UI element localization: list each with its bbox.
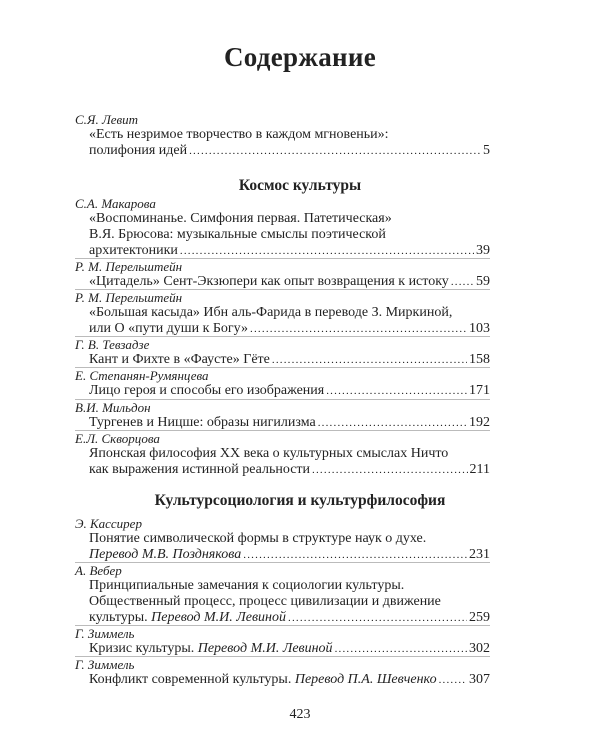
page-number: 423 (289, 707, 311, 722)
entry-title-line: Понятие символической формы в структуре наук о духе. (89, 531, 427, 546)
entry-author: С.А. Макарова (75, 196, 156, 211)
entry-title-line: «Большая касыда» Ибн аль-Фарида в переводе З. Миркиной, (89, 305, 453, 320)
section-heading: Космос культуры (238, 177, 362, 194)
toc-entry (75, 400, 490, 431)
dot-leader (243, 547, 467, 563)
entry-title-line: культуры. Перевод М.И. Левиной ..... 259 (75, 610, 490, 626)
dot-leader (326, 383, 467, 399)
toc-entry (75, 290, 490, 337)
dot-leader (250, 321, 467, 337)
entry-title-line: или О «пути души к Богу» ..... 103 (75, 321, 490, 337)
dot-leader (312, 462, 468, 478)
entry-translator: Перевод М.В. Позднякова (89, 547, 242, 562)
toc-entry (75, 626, 490, 657)
entry-title-line: полифония идей ..... 5 (75, 143, 490, 159)
entry-page: 39 (476, 243, 490, 258)
entry-author: А. Вебер (75, 563, 122, 578)
page-title: Содержание (223, 42, 377, 72)
entry-title-line: архитектоники ..... 39 (75, 243, 490, 259)
entry-title-line: как выражения истинной реальности ..... 211 (75, 462, 490, 478)
entry-author: Е. Степанян-Румянцева (75, 368, 209, 383)
entry-page: 231 (469, 547, 490, 562)
dot-leader (335, 641, 467, 657)
entry-page: 158 (469, 352, 490, 367)
entry-title-line: «Цитадель» Сент-Экзюпери как опыт возвращения к истоку ..... 59 (75, 274, 490, 290)
entry-translator: Перевод М.И. Левиной (151, 610, 286, 625)
toc-entry (75, 259, 490, 290)
dot-leader (451, 274, 474, 290)
entry-title-line: Принципиальные замечания к социологии культуры. (89, 578, 405, 593)
section-heading: Культурсоциология и культурфилософия (154, 492, 446, 509)
toc-entry (75, 563, 490, 626)
toc-entry (75, 516, 490, 563)
entry-title-line: «Воспоминанье. Симфония первая. Патетическая» (89, 211, 392, 226)
entry-author: Г. Зиммель (75, 626, 135, 641)
toc-entry (75, 431, 490, 478)
entry-page: 5 (483, 143, 490, 158)
dot-leader (180, 243, 474, 259)
entry-page: 307 (469, 672, 490, 687)
entry-title-line: Тургенев и Ницше: образы нигилизма ..... 192 (75, 415, 490, 431)
dot-leader (439, 672, 467, 688)
entry-title-line: Кант и Фихте в «Фаусте» Гёте ..... 158 (75, 352, 490, 368)
entry-title-line: «Есть незримое творчество в каждом мгновеньи»: (89, 127, 389, 142)
entry-title-line: Кризис культуры. Перевод М.И. Левиной ..... 302 (75, 641, 490, 657)
toc-entry (75, 112, 490, 159)
entry-author: В.И. Мильдон (75, 400, 151, 415)
entry-page: 171 (469, 383, 490, 398)
dot-leader (272, 352, 467, 368)
dot-leader (189, 143, 481, 159)
entry-title-line: Конфликт современной культуры. Перевод П.А. Шевченко ..... 307 (75, 672, 490, 688)
entry-author: Е.Л. Скворцова (75, 431, 160, 446)
entry-author: Э. Кассирер (75, 516, 142, 531)
toc-entry (75, 657, 490, 688)
entry-title-line (75, 547, 490, 563)
entry-title-line: Японская философия XX века о культурных смыслах Ничто (89, 446, 449, 461)
toc-entry (75, 368, 490, 399)
entry-author: Р. М. Перельштейн (75, 290, 183, 305)
toc-entry (75, 337, 490, 368)
entry-translator: Перевод П.А. Шевченко (294, 672, 437, 687)
entry-translator: Перевод М.И. Левиной (197, 641, 333, 656)
entry-author: Г. Зиммель (75, 657, 135, 672)
dot-leader (288, 610, 467, 626)
entry-page: 211 (469, 462, 490, 477)
entry-page: 59 (476, 274, 490, 289)
entry-author: Р. М. Перельштейн (75, 259, 183, 274)
entry-author: С.Я. Левит (75, 112, 139, 127)
toc-entry (75, 196, 490, 259)
entry-page: 259 (469, 610, 490, 625)
entry-page: 302 (469, 641, 490, 656)
entry-title-line: Лицо героя и способы его изображения ..... 171 (75, 383, 490, 399)
entry-page: 103 (469, 321, 490, 336)
entry-page: 192 (469, 415, 490, 430)
entry-author: Г. В. Тевзадзе (75, 337, 150, 352)
entry-title-line: В.Я. Брюсова: музыкальные смыслы поэтической (89, 227, 386, 242)
entry-title-line: Общественный процесс, процесс цивилизации и движение (89, 594, 441, 609)
dot-leader (318, 415, 467, 431)
